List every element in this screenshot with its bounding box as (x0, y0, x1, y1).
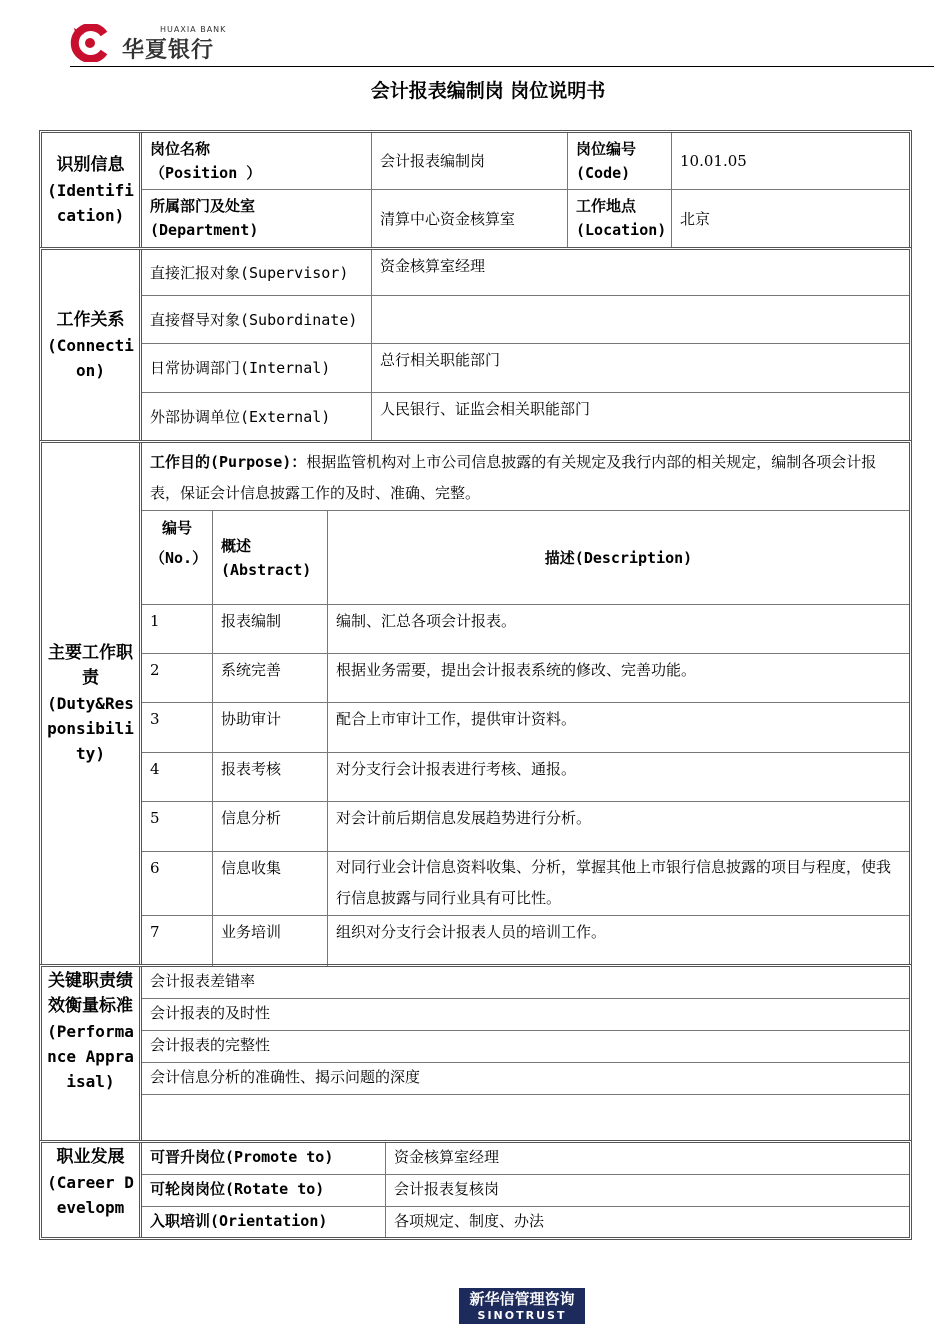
column-description: 描述(Description) (544, 548, 693, 567)
position-label-en: （Position ） (150, 164, 262, 182)
bank-name-cn: 华夏银行 (122, 38, 215, 63)
identity-row-position (142, 133, 909, 190)
career-value: 资金核算室经理 (394, 1148, 500, 1166)
duty-section (39, 440, 912, 964)
column-no: 编号（No.） (142, 511, 213, 604)
career-header-en: (Career Developm (47, 1173, 134, 1217)
identity-header (42, 133, 142, 247)
code-label-en: (Code) (576, 164, 631, 182)
sinotrust-name-en: SINOTRUST (477, 1309, 567, 1322)
career-header-cn: 职业发展 (56, 1147, 125, 1167)
duty-abstract: 协助审计 (213, 703, 328, 752)
connection-row (142, 296, 909, 344)
location-value: 北京 (680, 209, 711, 228)
performance-row (142, 1095, 909, 1140)
sinotrust-logo (459, 1288, 585, 1324)
performance-row (142, 1063, 909, 1095)
header-rule (70, 66, 934, 67)
connection-label: 日常协调部门(Internal) (142, 344, 372, 392)
duty-row (142, 916, 909, 967)
job-description-table (39, 130, 912, 1240)
performance-item: 会计信息分析的准确性、揭示问题的深度 (150, 1068, 421, 1086)
page-title: 会计报表编制岗 岗位说明书 (370, 80, 606, 102)
code-value: 10.01.05 (680, 152, 747, 170)
connection-label: 直接汇报对象(Supervisor) (142, 250, 372, 295)
performance-item (142, 1095, 909, 1140)
duty-row (142, 703, 909, 753)
career-row (142, 1143, 909, 1175)
duty-description: 配合上市审计工作，提供审计资料。 (336, 710, 577, 728)
performance-header-en: (Performance Appraisal) (47, 1022, 134, 1091)
duty-description: 编制、汇总各项会计报表。 (336, 612, 517, 630)
duty-abstract: 系统完善 (213, 654, 328, 702)
duty-row (142, 802, 909, 852)
career-label: 可轮岗岗位(Rotate to) (142, 1175, 386, 1206)
duty-abstract: 报表编制 (213, 605, 328, 653)
department-label-en: (Department) (150, 221, 259, 239)
performance-row (142, 967, 909, 999)
duty-abstract: 信息收集 (213, 852, 328, 915)
connection-label: 直接督导对象(Subordinate) (142, 296, 372, 343)
duty-no: 2 (142, 654, 213, 702)
performance-section (39, 964, 912, 1140)
position-label: 岗位名称 (150, 140, 211, 158)
duty-no: 1 (142, 605, 213, 653)
duty-no: 7 (142, 916, 213, 967)
career-row (142, 1175, 909, 1207)
column-abstract-cn: 概述 (221, 536, 252, 555)
performance-header-cn: 关键职责绩效衡量标准 (48, 971, 133, 1016)
performance-header (42, 967, 142, 1140)
duty-description: 对同行业会计信息资料收集、分析，掌握其他上市银行信息披露的项目与程度，使我行信息披露与同行业具有可比性。 (336, 858, 892, 907)
department-label: 所属部门及处室 (150, 197, 256, 215)
identity-row-department (142, 190, 909, 247)
huaxia-logo-icon (70, 24, 110, 62)
duty-row (142, 654, 909, 703)
career-value: 会计报表复核岗 (394, 1180, 500, 1198)
connection-section (39, 247, 912, 440)
bank-logo (70, 22, 240, 64)
duty-no: 3 (142, 703, 213, 752)
duty-header-en: (Duty&Responsibility) (47, 694, 134, 763)
code-label: 岗位编号 (576, 140, 637, 158)
performance-row (142, 999, 909, 1031)
sinotrust-name-cn: 新华信管理咨询 (469, 1290, 575, 1308)
connection-value (372, 296, 909, 343)
connection-header-en: (Connection) (47, 335, 134, 380)
position-label-cell (142, 133, 372, 189)
connection-value: 总行相关职能部门 (380, 351, 501, 369)
performance-item: 会计报表差错率 (150, 972, 256, 990)
duty-header (42, 443, 142, 964)
location-label-en: (Location) (576, 221, 667, 239)
performance-item: 会计报表的完整性 (150, 1036, 271, 1054)
identity-header-cn: 识别信息 (56, 154, 125, 175)
department-value: 清算中心资金核算室 (372, 190, 568, 247)
career-header (42, 1143, 142, 1237)
career-label: 入职培训(Orientation) (142, 1207, 386, 1237)
career-value: 各项规定、制度、办法 (394, 1212, 545, 1230)
connection-header (42, 250, 142, 440)
duty-row (142, 605, 909, 654)
duty-row (142, 852, 909, 916)
purpose-row (142, 443, 909, 511)
duty-description: 对分支行会计报表进行考核、通报。 (336, 760, 577, 778)
performance-item: 会计报表的及时性 (150, 1004, 271, 1022)
identity-header-en: (Identification) (47, 180, 134, 225)
connection-header-cn: 工作关系 (56, 309, 125, 330)
performance-row (142, 1031, 909, 1063)
code-label-cell (568, 133, 672, 189)
duty-header-cn: 主要工作职责 (48, 643, 133, 688)
duty-no: 5 (142, 802, 213, 851)
connection-row (142, 344, 909, 393)
location-label-cell (568, 190, 672, 247)
bank-name-en: HUAXIA BANK (160, 25, 227, 34)
career-section (39, 1140, 912, 1240)
duty-row (142, 753, 909, 802)
department-label-cell (142, 190, 372, 247)
connection-row (142, 393, 909, 440)
connection-label: 外部协调单位(External) (142, 393, 372, 440)
duty-abstract: 信息分析 (213, 802, 328, 851)
duty-description: 根据业务需要，提出会计报表系统的修改、完善功能。 (336, 661, 697, 679)
purpose-label: 工作目的(Purpose)： (150, 453, 307, 471)
duty-column-headers (142, 511, 909, 605)
connection-row (142, 250, 909, 296)
career-label: 可晋升岗位(Promote to) (142, 1143, 386, 1174)
connection-value: 人民银行、证监会相关职能部门 (380, 400, 591, 418)
duty-no: 4 (142, 753, 213, 801)
location-label: 工作地点 (576, 197, 637, 215)
position-value: 会计报表编制岗 (372, 133, 568, 189)
connection-value: 资金核算室经理 (380, 257, 486, 275)
duty-abstract: 报表考核 (213, 753, 328, 801)
duty-description: 组织对分支行会计报表人员的培训工作。 (336, 923, 607, 941)
career-row (142, 1207, 909, 1237)
column-abstract-en: (Abstract) (221, 560, 312, 579)
identity-section (39, 130, 912, 247)
duty-description: 对会计前后期信息发展趋势进行分析。 (336, 809, 592, 827)
purpose-text: 根据监管机构对上市公司信息披露的有关规定及我行内部的相关规定，编制各项会计报表，保证会计信息披露工作的及时、准确、完整。 (150, 453, 877, 502)
duty-no: 6 (142, 852, 213, 915)
duty-abstract: 业务培训 (213, 916, 328, 967)
